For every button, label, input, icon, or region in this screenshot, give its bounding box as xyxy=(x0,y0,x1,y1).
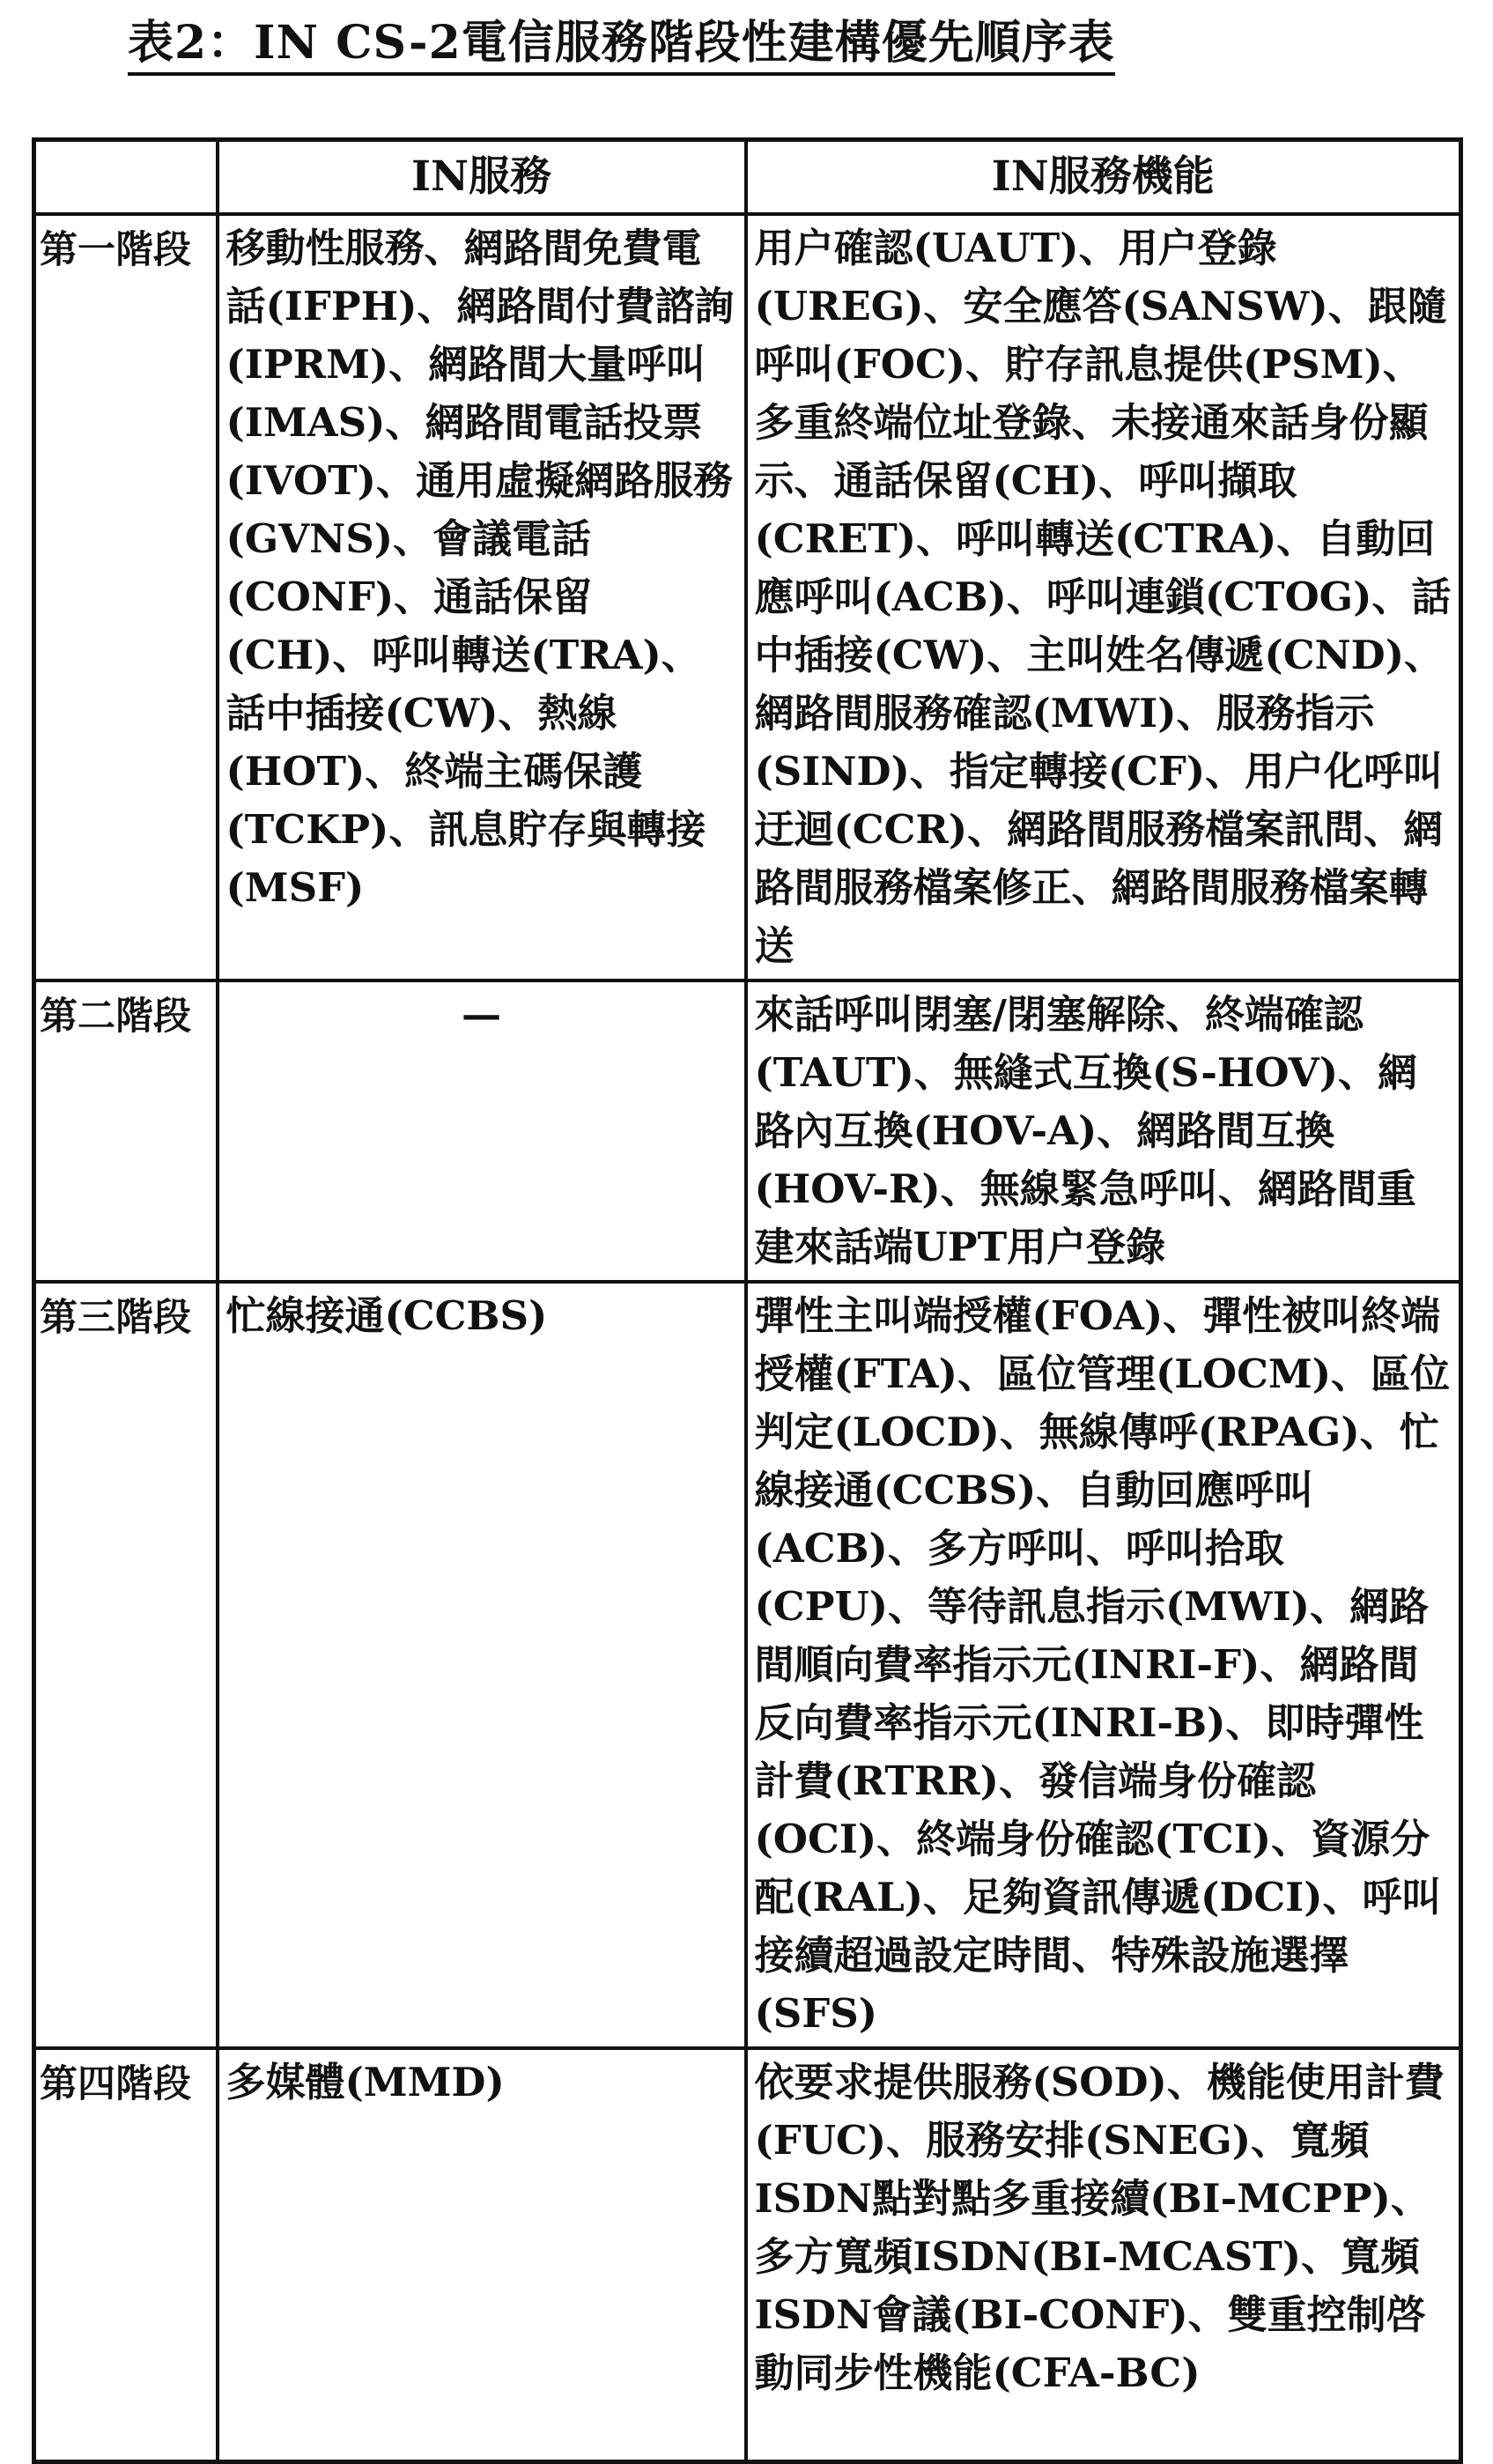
functions-cell: 彈性主叫端授權(FOA)、彈性被叫終端授權(FTA)、區位管理(LOCM)、區位判定(LOCD)、無線傳呼(RPAG)、忙線接通(CCBS)、自動回應呼叫(ACB)、多方呼叫、呼叫拾取(CPU)、等待訊息指示(MWI)、網路間順向費率指示元(INRI-F)、網路間反向費率指示元(INRI-B)、即時彈性計費(RTRR)、發信端身份確認(OCI)、終端身份確認(TCI)、資源分配(RAL)、足夠資訊傳遞(DCI)、呼叫接續超過設定時間、特殊設施選擇(SFS) xyxy=(746,1282,1461,2048)
stage-cell: 第四階段 xyxy=(34,2048,218,2462)
header-in-services: IN服務 xyxy=(218,140,746,215)
priority-table xyxy=(32,137,1463,2464)
functions-cell: 依要求提供服務(SOD)、機能使用計費(FUC)、服務安排(SNEG)、寬頻ISDN點對點多重接續(BI-MCPP)、多方寬頻ISDN(BI-MCAST)、寬頻ISDN會議(BI-CONF)、雙重控制啓動同步性機能(CFA-BC) xyxy=(746,2048,1461,2462)
functions-cell: 來話呼叫閉塞/閉塞解除、終端確認(TAUT)、無縫式互換(S-HOV)、網路內互換(HOV-A)、網路間互換(HOV-R)、無線緊急呼叫、網路間重建來話端UPT用户登錄 xyxy=(746,980,1461,1282)
services-cell: — xyxy=(218,980,746,1282)
priority-table-container xyxy=(32,137,1459,2464)
table-row xyxy=(34,980,1461,1282)
table-row xyxy=(34,2048,1461,2462)
table-row xyxy=(34,1282,1461,2048)
header-in-service-functions: IN服務機能 xyxy=(746,140,1461,215)
stage-cell: 第二階段 xyxy=(34,980,218,1282)
table-row xyxy=(34,214,1461,980)
services-cell: 移動性服務、網路間免費電話(IFPH)、網路間付費諮詢(IPRM)、網路間大量呼叫(IMAS)、網路間電話投票(IVOT)、通用虛擬網路服務(GVNS)、會議電話(CONF)、通話保留(CH)、呼叫轉送(TRA)、話中插接(CW)、熱線(HOT)、終端主碼保護(TCKP)、訊息貯存與轉接(MSF) xyxy=(218,214,746,980)
header-stage xyxy=(34,140,218,215)
table-header-row xyxy=(34,140,1461,215)
functions-cell: 用户確認(UAUT)、用户登錄(UREG)、安全應答(SANSW)、跟隨呼叫(FOC)、貯存訊息提供(PSM)、多重終端位址登錄、未接通來話身份顯示、通話保留(CH)、呼叫擷取(CRET)、呼叫轉送(CTRA)、自動回應呼叫(ACB)、呼叫連鎖(CTOG)、話中插接(CW)、主叫姓名傳遞(CND)、網路間服務確認(MWI)、服務指示(SIND)、指定轉接(CF)、用户化呼叫迂迴(CCR)、網路間服務檔案訊問、網路間服務檔案修正、網路間服務檔案轉送 xyxy=(746,214,1461,980)
stage-cell: 第一階段 xyxy=(34,214,218,980)
services-cell: 忙線接通(CCBS) xyxy=(218,1282,746,2048)
services-cell: 多媒體(MMD) xyxy=(218,2048,746,2462)
stage-cell: 第三階段 xyxy=(34,1282,218,2048)
document-title: 表2：IN CS-2電信服務階段性建構優先順序表 xyxy=(128,16,1115,76)
